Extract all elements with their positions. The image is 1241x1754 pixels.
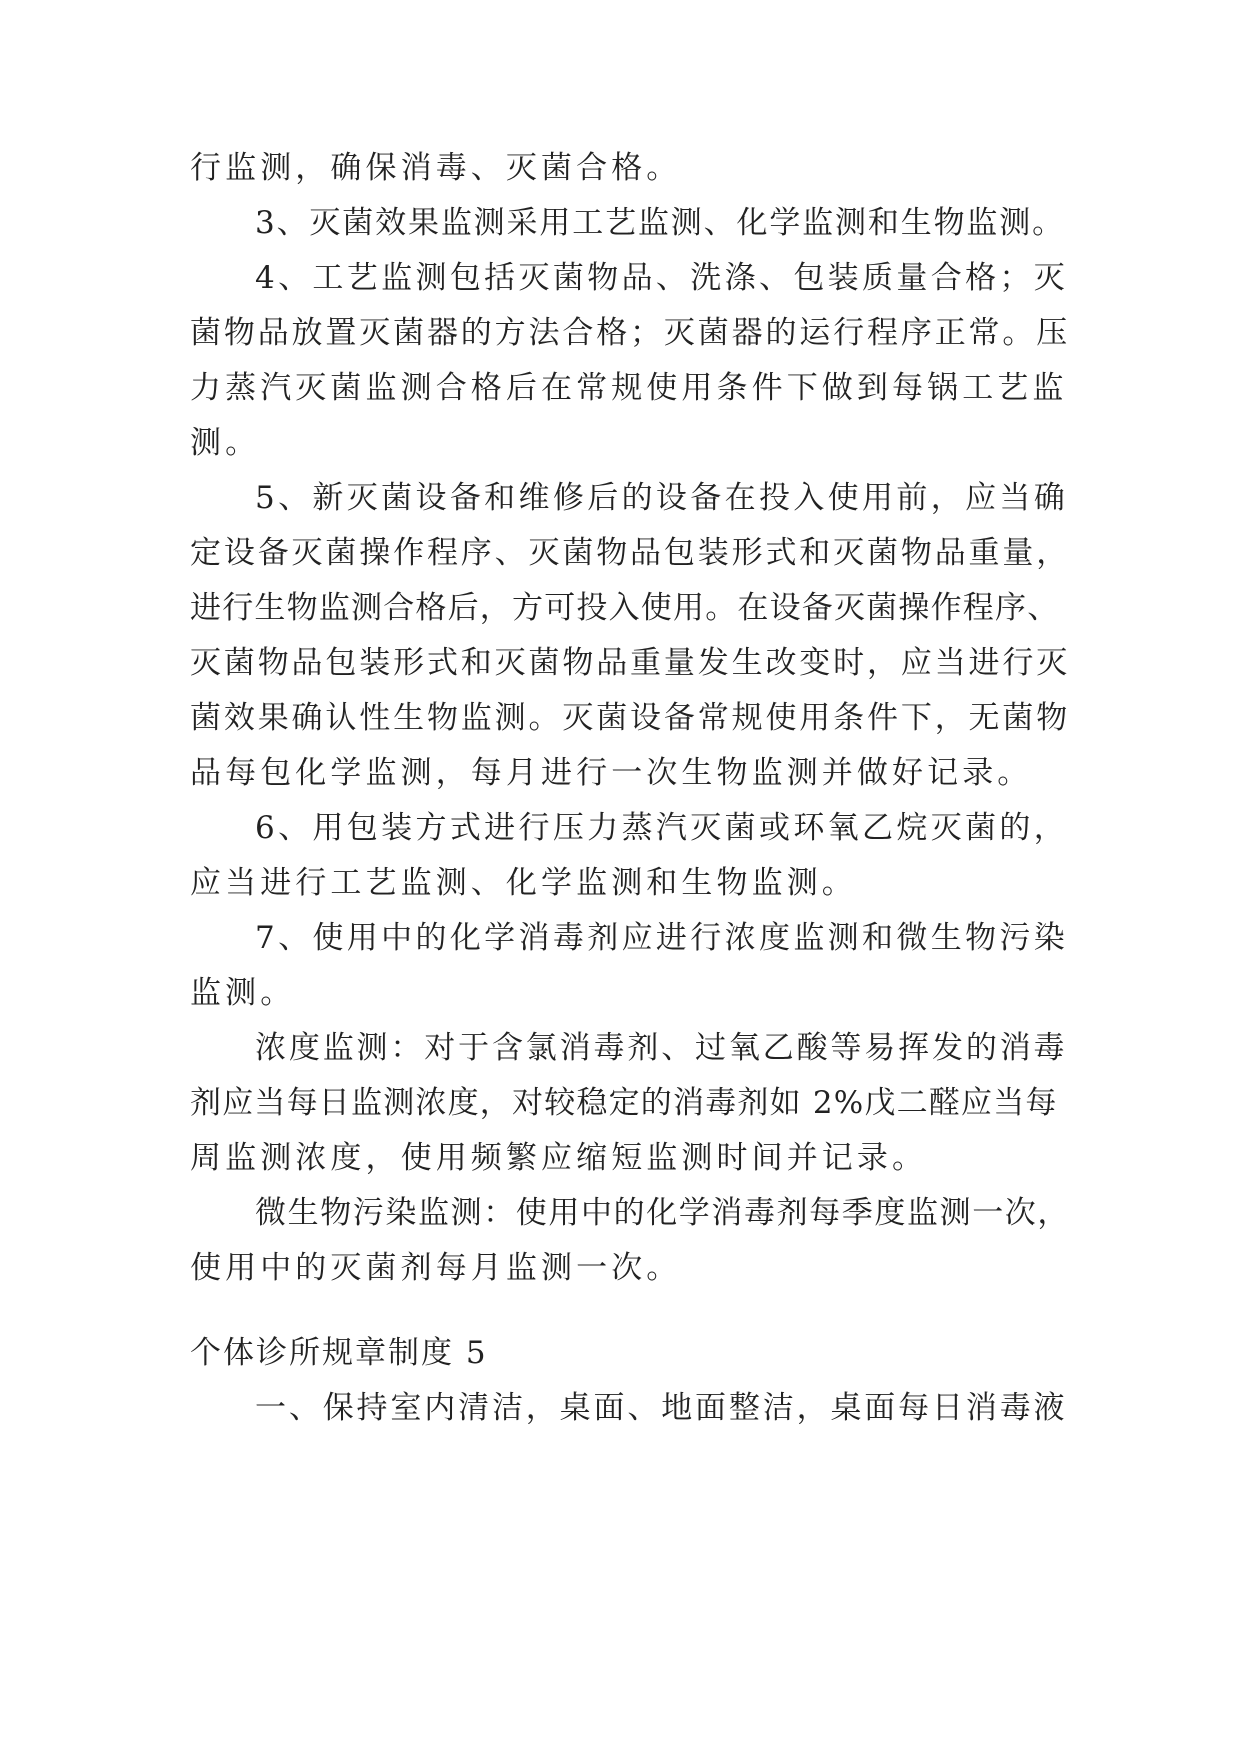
body-text-line: 菌物品放置灭菌器的方法合格；灭菌器的运行程序正常。压 [190, 315, 1071, 351]
body-text-line: 6、用包装方式进行压力蒸汽灭菌或环氧乙烷灭菌的， [255, 810, 1069, 846]
body-text-line: 周监测浓度，使用频繁应缩短监测时间并记录。 [190, 1140, 928, 1176]
body-text-line: 4、工艺监测包括灭菌物品、洗涤、包装质量合格；灭 [255, 260, 1069, 296]
body-text-line: 行监测，确保消毒、灭菌合格。 [190, 150, 682, 186]
body-text-line: 品每包化学监测，每月进行一次生物监测并做好记录。 [190, 755, 1033, 791]
body-text-line: 剂应当每日监测浓度，对较稳定的消毒剂如 2%戊二醛应当每 [190, 1085, 1058, 1121]
body-text-line: 应当进行工艺监测、化学监测和生物监测。 [190, 865, 857, 901]
body-text-line: 监测。 [190, 975, 296, 1011]
body-text-line: 3、灭菌效果监测采用工艺监测、化学监测和生物监测。 [255, 205, 1065, 241]
body-text-line: 使用中的灭菌剂每月监测一次。 [190, 1250, 682, 1286]
body-text-line: 测。 [190, 425, 261, 461]
section-heading: 个体诊所规章制度 5 [190, 1335, 488, 1371]
body-text-line: 定设备灭菌操作程序、灭菌物品包装形式和灭菌物品重量， [190, 535, 1071, 571]
body-text-line: 进行生物监测合格后，方可投入使用。在设备灭菌操作程序、 [190, 590, 1060, 626]
body-text-line: 微生物污染监测：使用中的化学消毒剂每季度监测一次， [255, 1195, 1070, 1231]
body-text-line: 菌效果确认性生物监测。灭菌设备常规使用条件下，无菌物 [190, 700, 1071, 736]
body-text-line: 5、新灭菌设备和维修后的设备在投入使用前，应当确 [255, 480, 1069, 516]
body-text-line: 力蒸汽灭菌监测合格后在常规使用条件下做到每锅工艺监 [190, 370, 1068, 406]
body-text-line: 一、保持室内清洁，桌面、地面整洁，桌面每日消毒液 [255, 1390, 1068, 1426]
body-text-line: 7、使用中的化学消毒剂应进行浓度监测和微生物污染 [255, 920, 1069, 956]
body-text-line: 灭菌物品包装形式和灭菌物品重量发生改变时，应当进行灭 [190, 645, 1071, 681]
body-text-line: 浓度监测：对于含氯消毒剂、过氧乙酸等易挥发的消毒 [255, 1030, 1068, 1066]
